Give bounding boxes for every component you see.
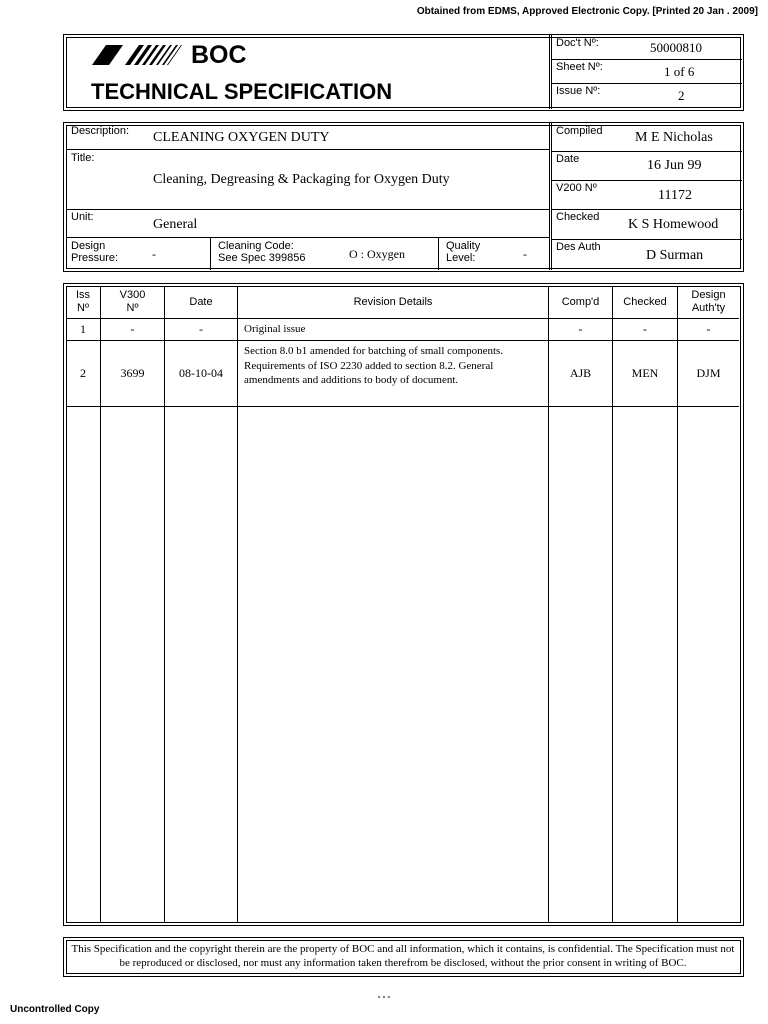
table-row-1-iss: 1: [80, 322, 86, 336]
col-header-date: Date: [189, 295, 213, 308]
table-row-1-v300: -: [130, 322, 135, 336]
des-auth-label: Des Auth: [556, 241, 601, 253]
col-header-design-authority: Design Auth'ty: [691, 289, 726, 314]
company-name: BOC: [191, 41, 247, 69]
unit-label: Unit:: [71, 211, 94, 223]
description-value: CLEANING OXYGEN DUTY: [153, 130, 330, 145]
unit-value: General: [153, 217, 198, 232]
description-label: Description:: [71, 125, 130, 137]
col-header-iss: Iss Nº: [75, 289, 91, 314]
table-row-2-auth: DJM: [696, 366, 721, 380]
doc-type-title: TECHNICAL SPECIFICATION: [91, 79, 393, 104]
issue-label: Issue Nº:: [556, 85, 601, 97]
table-row-2-iss: 2: [80, 366, 86, 380]
table-row-1-date: -: [199, 322, 203, 336]
checked-label: Checked: [556, 211, 600, 223]
col-header-compd: Comp'd: [561, 295, 600, 308]
table-row-1-checked: -: [643, 322, 647, 336]
doc-no-value: 50000810: [650, 40, 702, 55]
date-value: 16 Jun 99: [647, 158, 702, 173]
col-header-v300: V300 Nº: [119, 289, 146, 314]
table-row-1-auth: -: [706, 322, 711, 336]
doc-no-label: Doc't Nº:: [556, 37, 599, 49]
col-header-checked: Checked: [623, 295, 667, 308]
sheet-value: 1 of 6: [664, 64, 695, 79]
col-header-details: Revision Details: [353, 295, 433, 308]
des-auth-value: D Surman: [646, 248, 704, 263]
uncontrolled-copy: Uncontrolled Copy: [10, 1004, 100, 1015]
v200-value: 11172: [658, 188, 692, 203]
compiled-label: Compiled: [556, 125, 603, 137]
table-row-1-details: Original issue: [244, 323, 306, 335]
table-row-2-v300: 3699: [120, 366, 145, 380]
table-row-2-compd: AJB: [569, 366, 592, 380]
table-row-2-date: 08-10-04: [179, 366, 223, 380]
design-pressure-label: Design Pressure:: [71, 240, 119, 264]
issue-value: 2: [678, 88, 685, 103]
title-label: Title:: [71, 152, 95, 164]
table-row-2-checked: MEN: [631, 366, 659, 380]
title-value: Cleaning, Degreasing & Packaging for Oxygen Duty: [153, 172, 450, 187]
cleaning-code-label: Cleaning Code: See Spec 399856: [218, 240, 306, 264]
boc-stripes-icon: [92, 44, 184, 66]
date-label: Date: [556, 153, 580, 165]
quality-level-label: Quality Level:: [446, 240, 481, 264]
quality-level-value: -: [523, 247, 527, 261]
compiled-value: M E Nicholas: [635, 130, 713, 145]
print-notice: Obtained from EDMS, Approved Electronic Copy. [Printed 20 Jan . 2009]: [416, 6, 758, 17]
boc-logo: [92, 41, 262, 69]
sheet-label: Sheet Nº:: [556, 61, 603, 73]
v200-label: V200 Nº: [556, 182, 597, 194]
page-mark: - - -: [377, 992, 391, 1001]
table-row-2-details: Section 8.0 b1 amended for batching of small components. Requirements of ISO 2230 added to section 8.2. General amendments and additions to body of document.: [244, 345, 504, 386]
confidentiality-notice: This Specification and the copyright therein are the property of BOC and all information, which it contains, is confidential. The Specification must not be reproduced or disclosed, nor must any information taken therefrom be disclosed, without the prior consent in writing of BOC.: [71, 943, 735, 969]
table-row-1-compd: -: [578, 322, 583, 336]
checked-value: K S Homewood: [628, 217, 719, 232]
design-pressure-value: -: [152, 247, 156, 261]
cleaning-code-value: O : Oxygen: [349, 247, 405, 261]
